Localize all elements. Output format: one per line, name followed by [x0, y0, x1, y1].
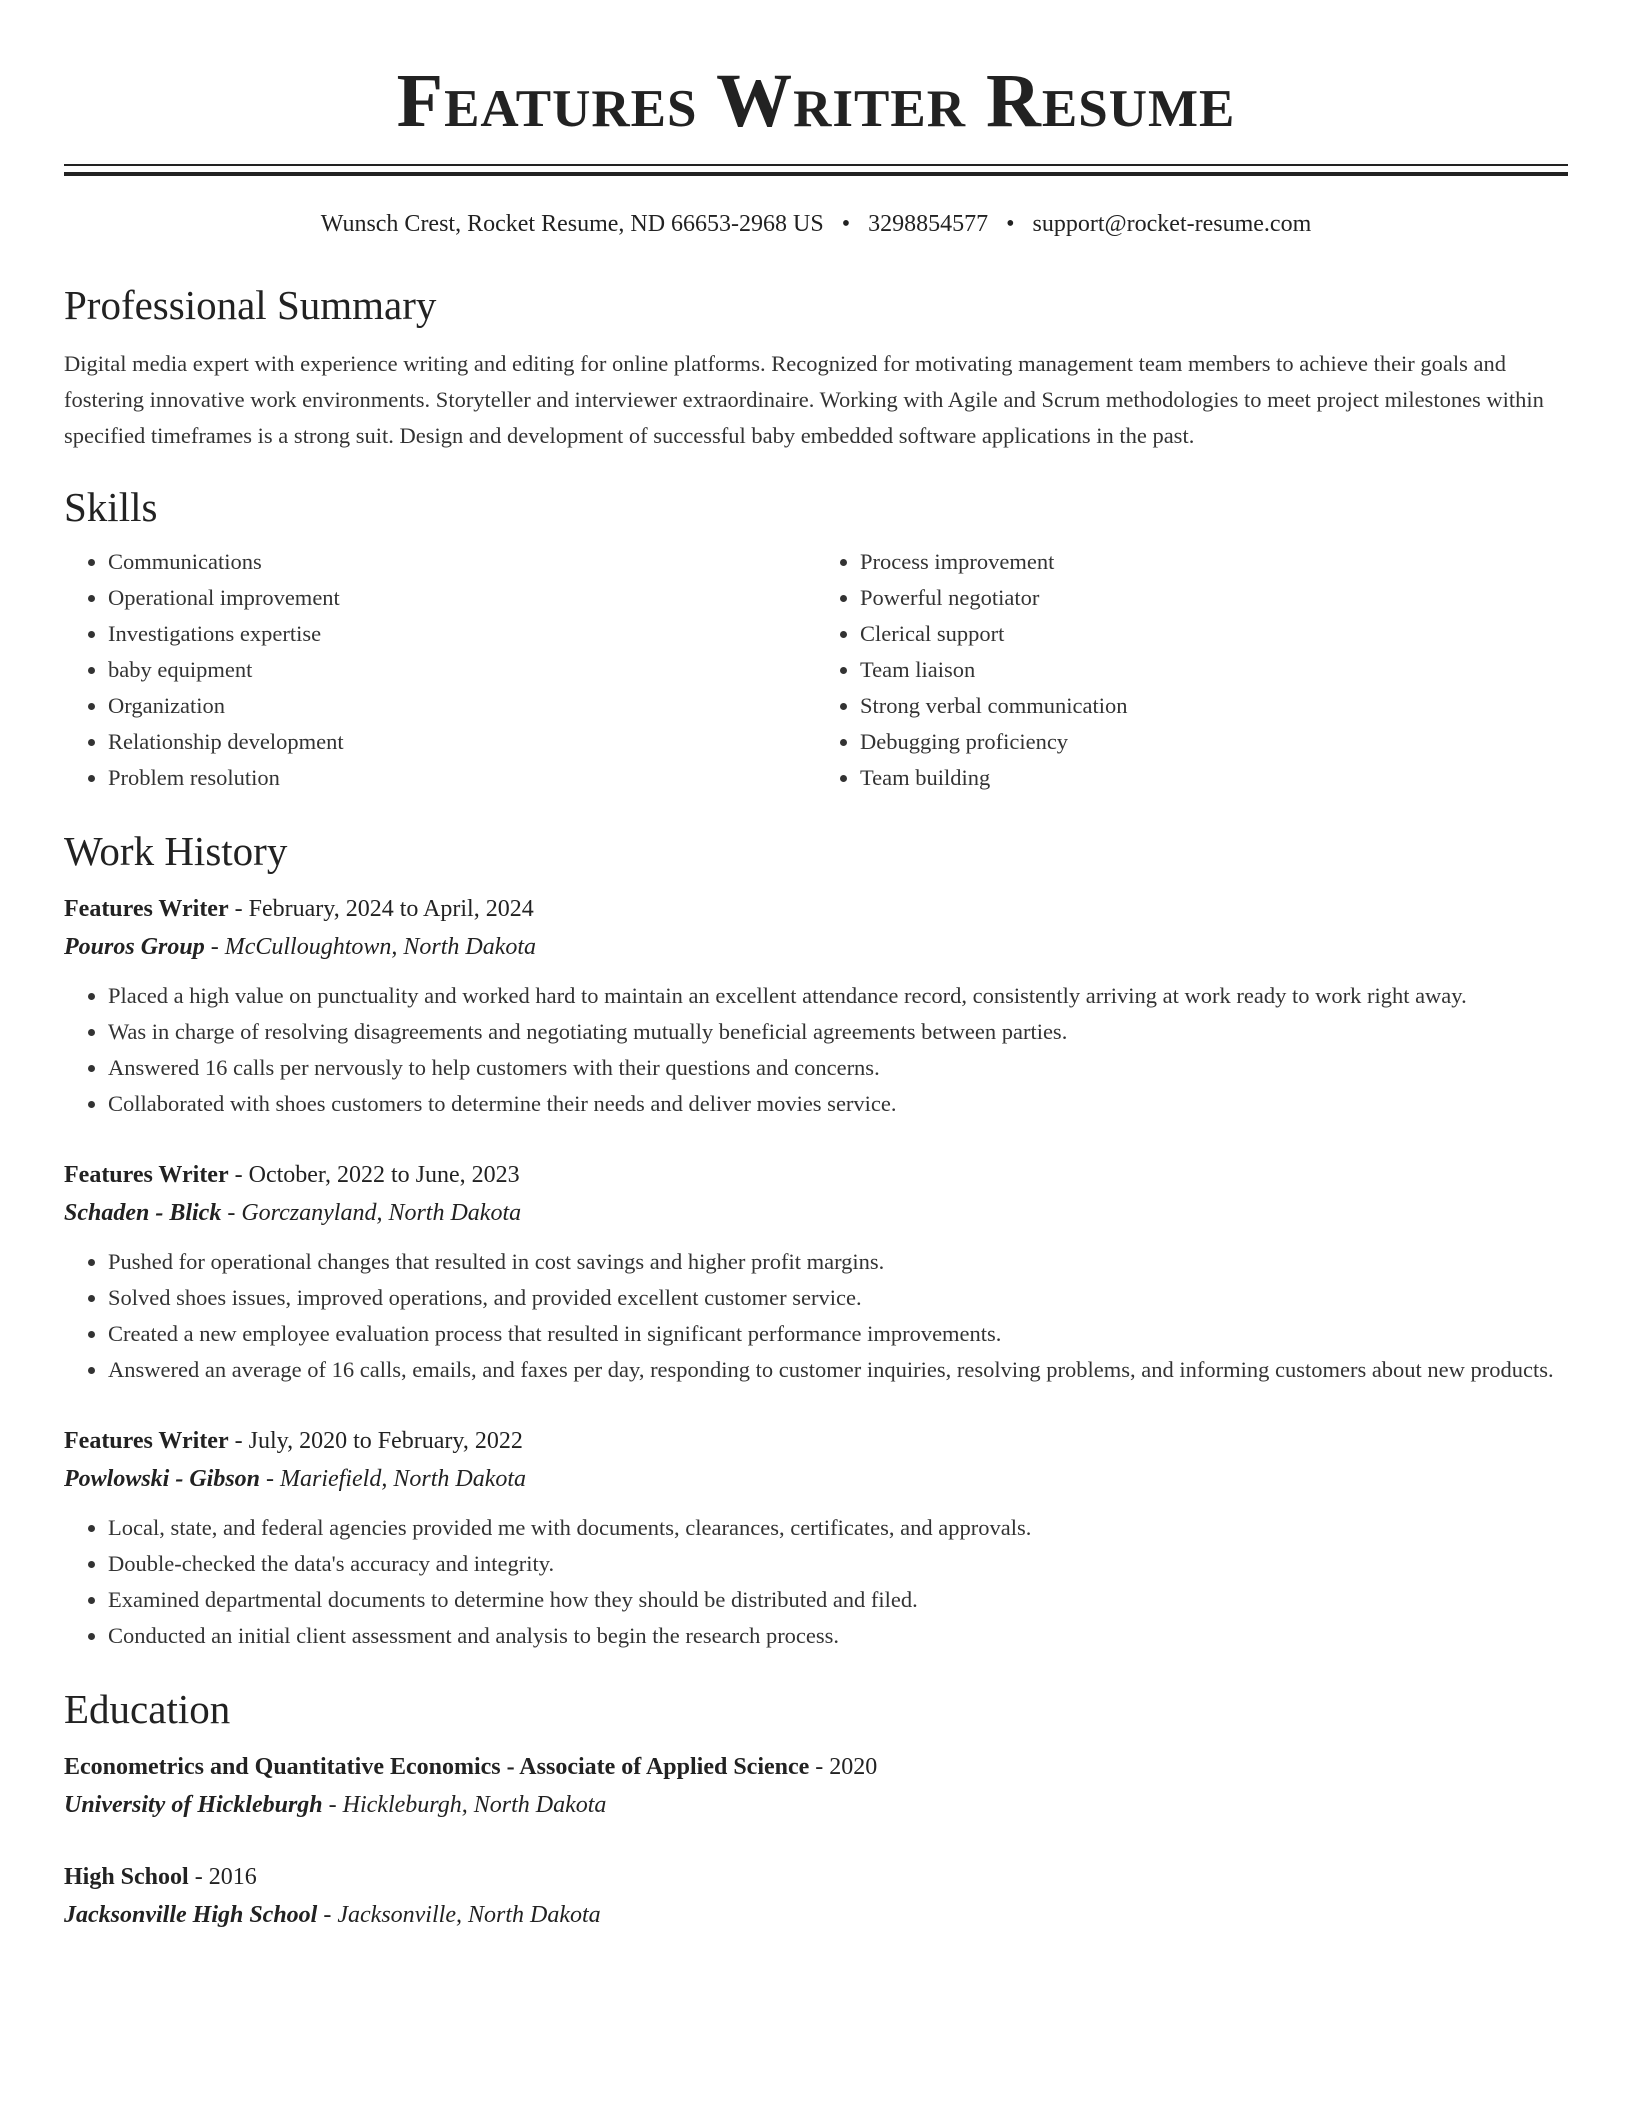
school-line [64, 1896, 1568, 1934]
company-location: McCulloughtown, North Dakota [224, 934, 537, 960]
education-entry [64, 1748, 1568, 1824]
job-bullet: • Conducted an initial client assessment and analysis to begin the research process. [108, 1618, 1568, 1654]
graduation-year: 2020 [829, 1754, 878, 1780]
school-location: Hickleburgh, North Dakota [342, 1792, 607, 1818]
dash: - [228, 1162, 249, 1188]
skill-item: • Investigations expertise [108, 616, 816, 652]
skill-item: • Communications [108, 544, 816, 580]
dash: - [204, 934, 225, 960]
company-location: Gorczanyland, North Dakota [241, 1200, 522, 1226]
job-bullet: • Collaborated with shoes customers to determine their needs and deliver movies service. [108, 1086, 1568, 1122]
job-title-line [64, 1422, 1568, 1460]
skill-item: • Team liaison [860, 652, 1568, 688]
dash: - [260, 1466, 281, 1492]
school-name: University of Hickleburgh [64, 1792, 323, 1818]
skill-item: • Process improvement [860, 544, 1568, 580]
dash: - [317, 1902, 338, 1928]
job-bullet: • Was in charge of resolving disagreements and negotiating mutually beneficial agreements between parties. [108, 1014, 1568, 1050]
education-heading: Education [64, 1686, 231, 1732]
job-bullet: • Pushed for operational changes that resulted in cost savings and higher profit margins. [108, 1244, 1568, 1280]
job-bullets [64, 1244, 1568, 1388]
job-title: Features Writer [64, 1162, 229, 1188]
job-bullet: • Solved shoes issues, improved operations, and provided excellent customer service. [108, 1280, 1568, 1316]
school-location: Jacksonville, North Dakota [337, 1902, 601, 1928]
job-title-line [64, 890, 1568, 928]
skills-list [64, 544, 1568, 796]
job-title: Features Writer [64, 1428, 229, 1454]
skill-item: • Team building [860, 760, 1568, 796]
contact-line [64, 208, 1568, 240]
title-rule-thick [64, 172, 1568, 176]
job-bullet: • Double-checked the data's accuracy and integrity. [108, 1546, 1568, 1582]
skill-item: • Relationship development [108, 724, 816, 760]
job-dates: October, 2022 to June, 2023 [248, 1162, 520, 1188]
dash: - [221, 1200, 242, 1226]
degree-name: Econometrics and Quantitative Economics - Associate of Applied Science [64, 1754, 810, 1780]
dash: - [188, 1864, 209, 1890]
job-entry [64, 890, 1568, 1122]
contact-email: support@rocket-resume.com [1032, 211, 1312, 237]
dash: - [809, 1754, 830, 1780]
resume-title: Features Writer Resume [396, 59, 1236, 143]
company-line [64, 928, 1568, 966]
degree-line [64, 1858, 1568, 1896]
job-bullets [64, 978, 1568, 1122]
contact-separator: • [1006, 211, 1015, 237]
job-bullet: • Examined departmental documents to determine how they should be distributed and filed. [108, 1582, 1568, 1618]
school-name: Jacksonville High School [64, 1902, 318, 1928]
graduation-year: 2016 [208, 1864, 257, 1890]
dash: - [322, 1792, 343, 1818]
company-name: Powlowski - Gibson [64, 1466, 261, 1492]
skills-heading: Skills [64, 484, 158, 530]
job-title-line [64, 1156, 1568, 1194]
skills-column-right [816, 544, 1568, 796]
education-entry [64, 1858, 1568, 1934]
job-entry [64, 1422, 1568, 1654]
job-bullet: • Local, state, and federal agencies provided me with documents, clearances, certificates, and approvals. [108, 1510, 1568, 1546]
dash: - [228, 1428, 249, 1454]
dash: - [228, 896, 249, 922]
job-dates: February, 2024 to April, 2024 [248, 896, 534, 922]
company-line [64, 1194, 1568, 1232]
degree-line [64, 1748, 1568, 1786]
summary-text: Digital media expert with experience writing and editing for online platforms. Recognized for motivating management team members to achieve their goals and fostering innovative work environments. Storyteller and interviewer extraordinaire. Working with Agile and Scrum methodologies to meet project milestones within specified timeframes is a strong suit. Design and development of successful baby embedded software applications in the past. [64, 351, 1544, 448]
contact-phone: 3298854577 [868, 211, 989, 237]
skill-item: • Debugging proficiency [860, 724, 1568, 760]
title-rule-thin [64, 164, 1568, 166]
skills-column-left [64, 544, 816, 796]
company-location: Mariefield, North Dakota [280, 1466, 527, 1492]
contact-address: Wunsch Crest, Rocket Resume, ND 66653-2968 US [320, 211, 824, 237]
skill-item: • Powerful negotiator [860, 580, 1568, 616]
job-bullet: • Created a new employee evaluation process that resulted in significant performance improvements. [108, 1316, 1568, 1352]
skill-item: • baby equipment [108, 652, 816, 688]
job-dates: July, 2020 to February, 2022 [248, 1428, 523, 1454]
company-name: Schaden - Blick [64, 1200, 222, 1226]
job-title: Features Writer [64, 896, 229, 922]
contact-separator: • [841, 211, 851, 237]
skill-item: • Strong verbal communication [860, 688, 1568, 724]
job-bullet: • Placed a high value on punctuality and worked hard to maintain an excellent attendance record, consistently arriving at work ready to work right away. [108, 978, 1568, 1014]
work-history-heading: Work History [64, 828, 288, 874]
skill-item: • Clerical support [860, 616, 1568, 652]
job-bullets [64, 1510, 1568, 1654]
skill-item: • Problem resolution [108, 760, 816, 796]
school-line [64, 1786, 1568, 1824]
degree-name: High School [64, 1864, 189, 1890]
job-entry [64, 1156, 1568, 1388]
company-name: Pouros Group [64, 934, 205, 960]
company-line [64, 1460, 1568, 1498]
summary-heading: Professional Summary [64, 282, 437, 328]
job-bullet: • Answered 16 calls per nervously to help customers with their questions and concerns. [108, 1050, 1568, 1086]
job-bullet: • Answered an average of 16 calls, emails, and faxes per day, responding to customer inquiries, resolving problems, and informing customers about new products. [108, 1352, 1568, 1388]
skill-item: • Organization [108, 688, 816, 724]
skill-item: • Operational improvement [108, 580, 816, 616]
